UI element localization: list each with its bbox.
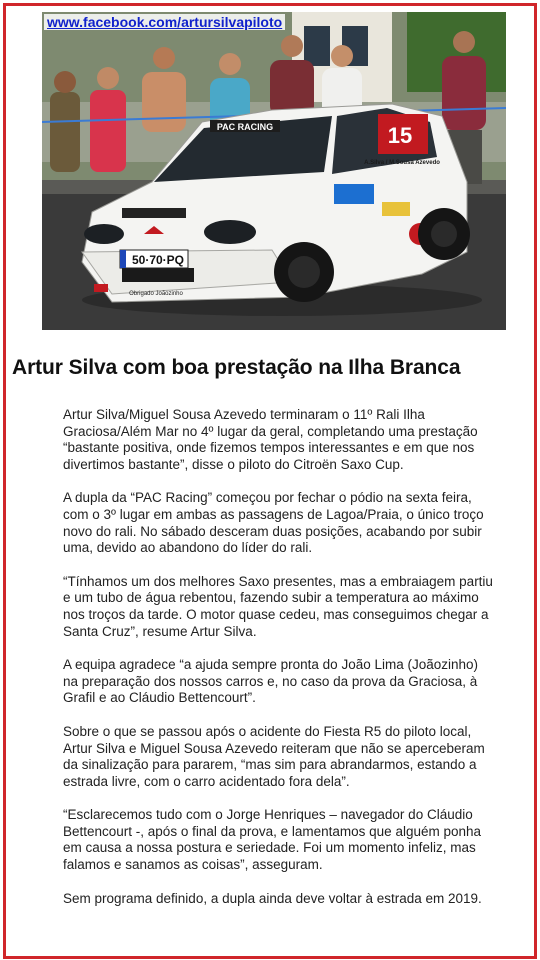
article-headline: Artur Silva com boa prestação na Ilha Branca (12, 356, 461, 379)
team-sticker: PAC RACING (216, 122, 274, 132)
spectator-head (281, 35, 303, 57)
spectator (50, 92, 80, 172)
bumper-text: Obrigado Joãozinho (129, 291, 183, 297)
door-sticker (334, 184, 374, 204)
spectator-head (54, 71, 76, 93)
plate-number: 50·70·PQ (131, 253, 185, 267)
door-names: A.Silva / M.Sousa Azevedo (364, 160, 440, 166)
headlight (204, 220, 256, 244)
spectator (270, 60, 314, 116)
headlight (84, 224, 124, 244)
article-body (63, 407, 493, 924)
spectator (442, 56, 486, 130)
lower-grille (122, 268, 194, 282)
car-number: 15 (387, 123, 413, 148)
spectator (90, 90, 126, 172)
light-bar (122, 208, 186, 218)
spectator (142, 72, 186, 132)
article-paragraph: Sem programa definido, a dupla ainda deve voltar à estrada em 2019. (63, 890, 482, 906)
article-paragraph: “Esclarecemos tudo com o Jorge Henriques – navegador do Cláudio Bettencourt -, após o final da prova, e lamentamos que alguém ponha em causa a nossa postura e seriedade. Foi um momento infeliz, mas falamos e sanamos as coisas”, asseguram. (63, 807, 482, 873)
front-wheel-rim (288, 256, 320, 288)
rear-wheel-rim (431, 221, 457, 247)
plate-eu-band (120, 250, 126, 268)
building-window (304, 26, 330, 66)
door-sticker (382, 202, 410, 216)
spectator-head (219, 53, 241, 75)
rally-car-photo (42, 12, 506, 330)
article-paragraph: “Tínhamos um dos melhores Saxo presentes, mas a embraiagem partiu e um tubo de água rebentou, fazendo subir a temperatura ao máximo nos troços da tarde. O motor quase cedeu, mas conseguimos chegar a Santa Cruz”, resume Artur Silva. (63, 573, 493, 639)
spectator-head (331, 45, 353, 67)
spectator-head (453, 31, 475, 53)
spectator-head (97, 67, 119, 89)
photo-illustration (42, 12, 506, 330)
facebook-link[interactable]: www.facebook.com/artursilvapiloto (44, 14, 285, 30)
article-paragraph: Artur Silva/Miguel Sousa Azevedo terminaram o 11º Rali Ilha Graciosa/Além Mar no 4º lugar da geral, completando uma prestação “bastante positiva, onde fizemos tempos interessantes e em que nos divertimos bastante”, disse o piloto do Citroën Saxo Cup. (63, 407, 478, 472)
article-paragraph: A equipa agradece “a ajuda sempre pronta do João Lima (Joãozinho) na preparação dos nossos carros e, no caso da prova da Graciosa, à Grafil e ao Cláudio Bettencourt”. (63, 657, 479, 706)
tow-hook (94, 284, 108, 292)
spectator-head (153, 47, 175, 69)
article-paragraph: Sobre o que se passou após o acidente do Fiesta R5 do piloto local, Artur Silva e Miguel Sousa Azevedo reiteram que não se aperceberam da sinalização para pararem, “mas sim para abrandarmos, estando a estrada livre, com o carro acidentado fora dela”. (63, 723, 485, 789)
article-paragraph: A dupla da “PAC Racing” começou por fechar o pódio na sexta feira, com o 3º lugar em ambas as passagens de Lagoa/Praia, o único troço novo do rali. No sábado desceram duas posições, acabando por subir uma, devido ao abandono do líder do rali. (63, 490, 484, 556)
